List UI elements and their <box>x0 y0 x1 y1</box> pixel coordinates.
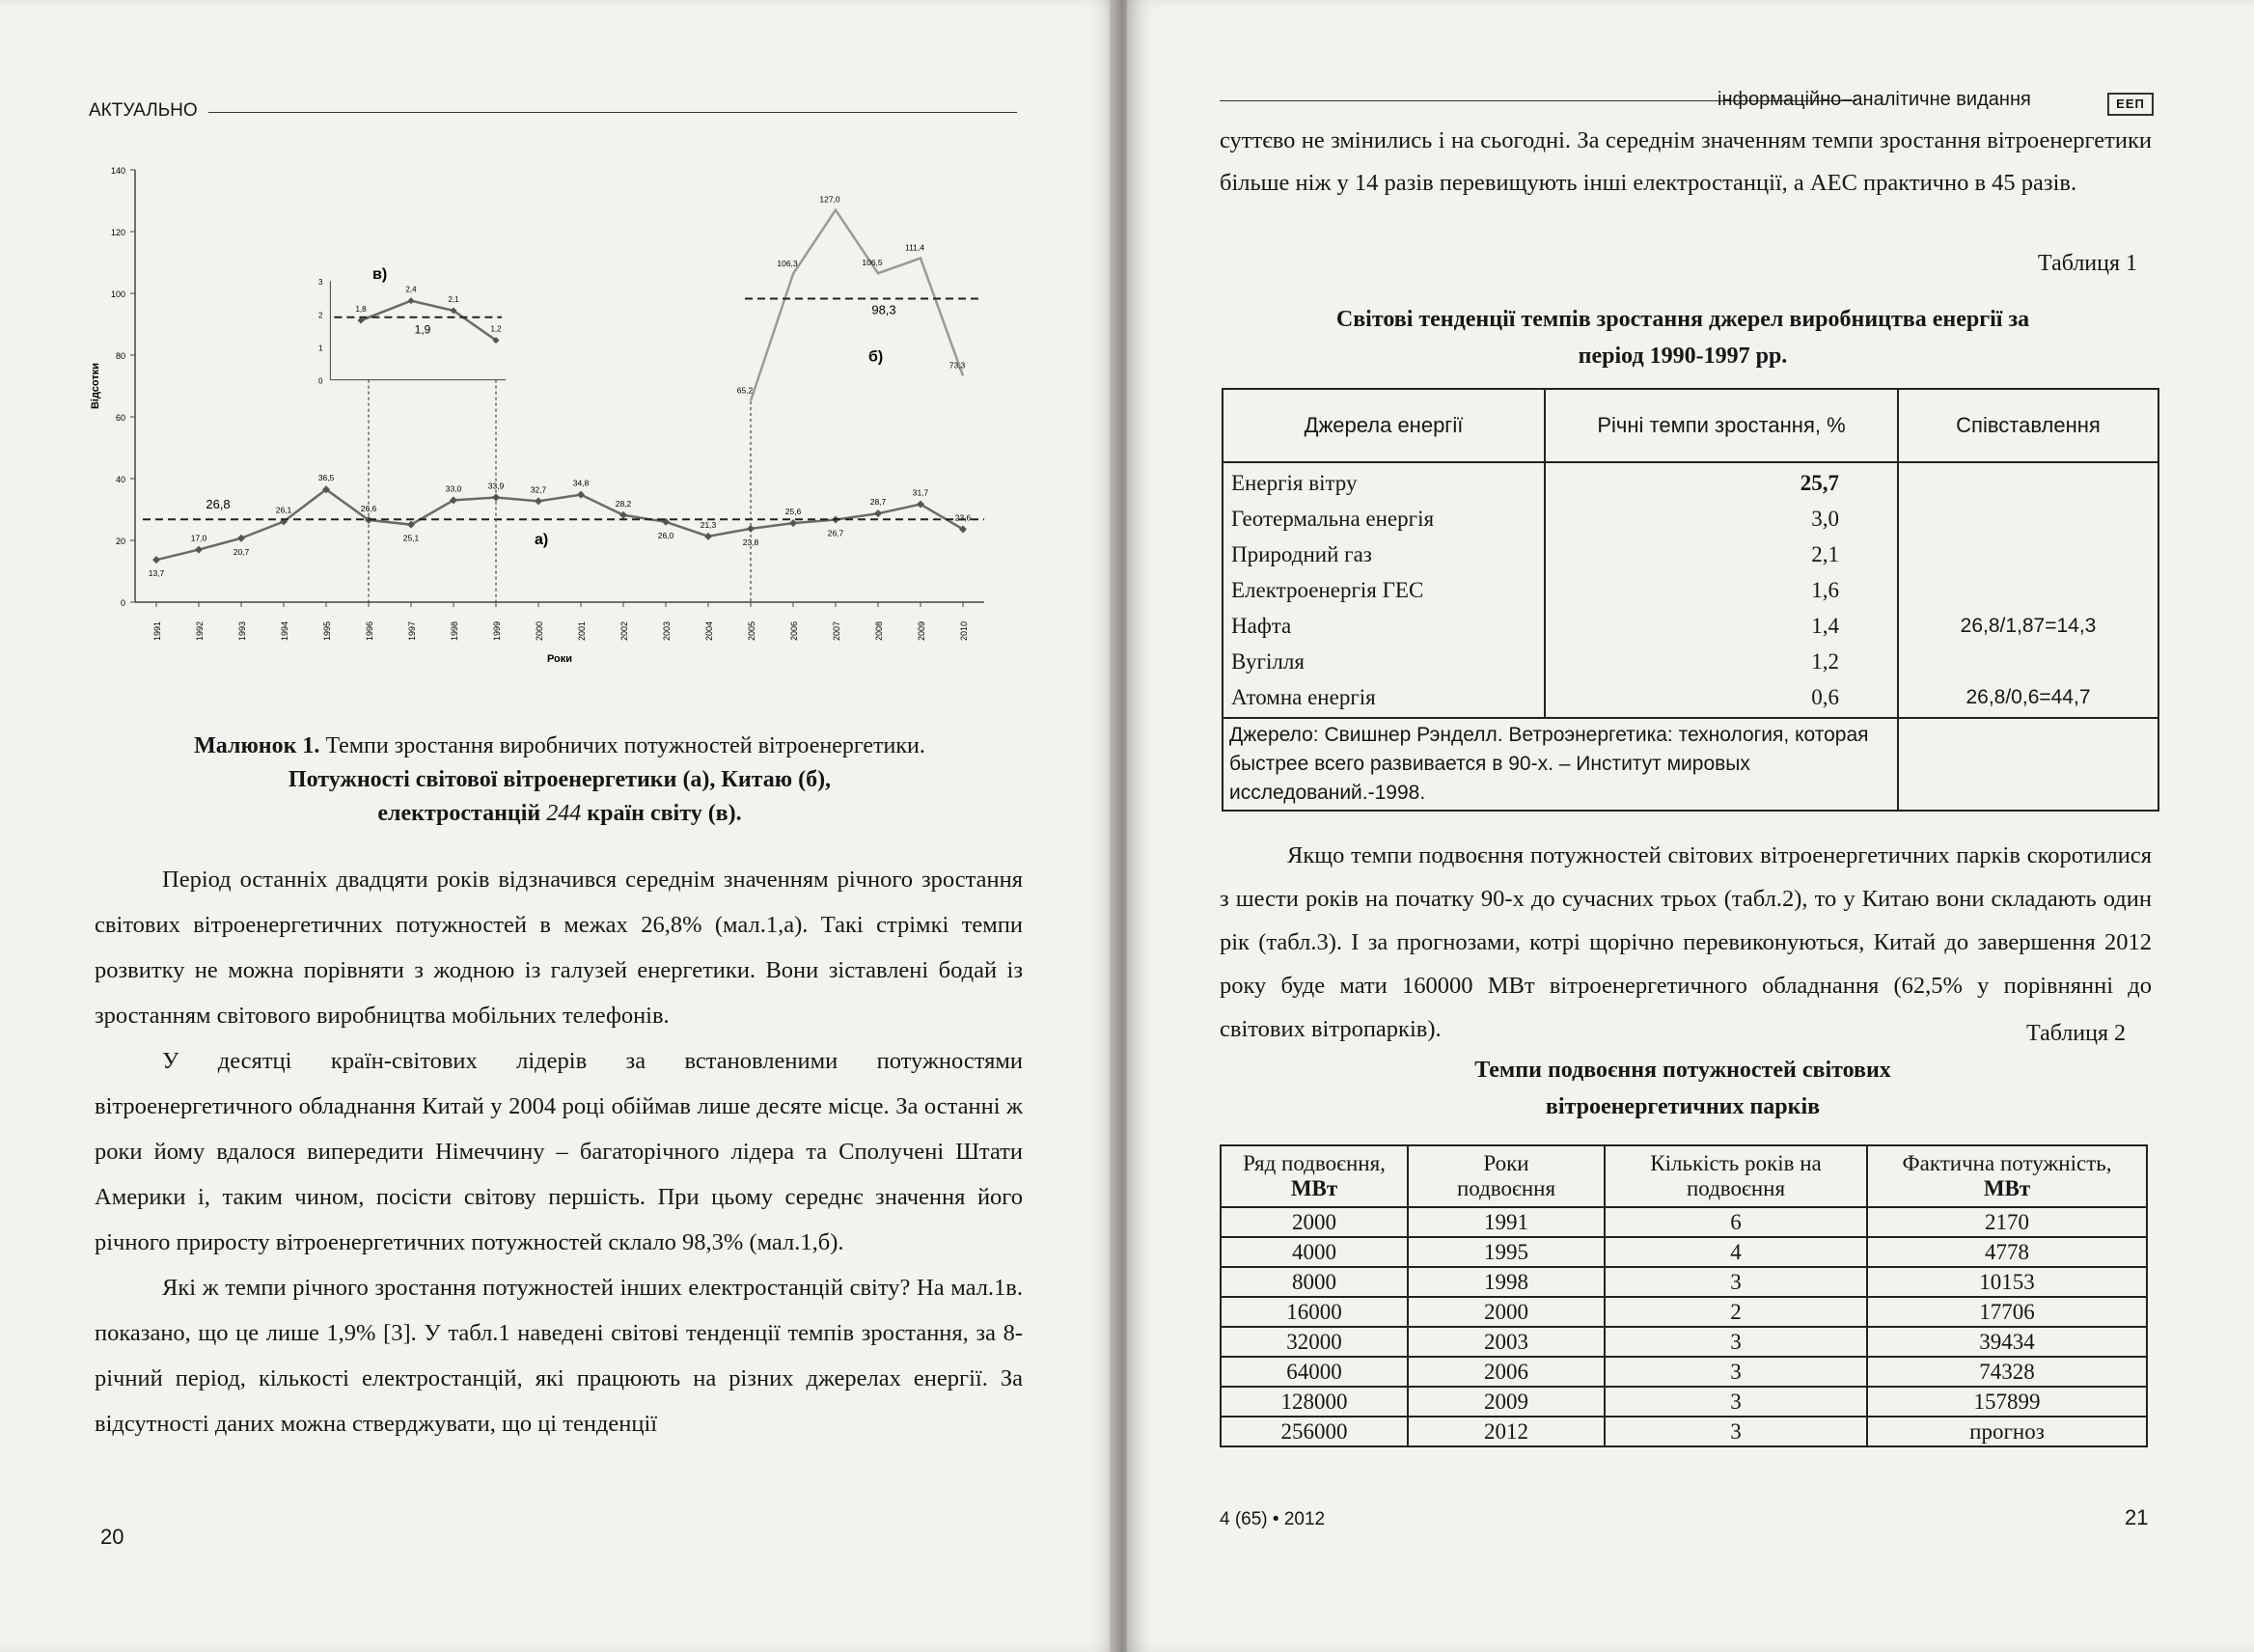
series-c-mean-label: 1,9 <box>414 322 431 337</box>
x-tick-label: 1998 <box>450 620 459 641</box>
caption-line2: Потужності світової вітроенергетики (а), Китаю (б), <box>288 767 832 792</box>
table-cell: Природний газ <box>1231 542 1372 566</box>
series-a-data-label: 31,7 <box>912 487 929 498</box>
table-cell: 25,7 <box>1800 471 1839 495</box>
series-a-data-label: 13,7 <box>148 568 165 579</box>
series-c-point <box>408 297 415 304</box>
table-row <box>1221 1417 2147 1446</box>
table-row <box>1221 1207 2147 1237</box>
table-cell: 6 <box>1605 1207 1867 1237</box>
series-c-tick-label: 0 <box>317 376 323 386</box>
paragraph: Якщо темпи подвоєння потужностей світових вітроенергетичних парків скоротилися з шести років на початку 90-х до сучасних трьох (табл.2), то у Китаю вони складають один рік (табл.3). І за прогнозами, котрі щорічно перевиконуються, Китай до завершення 2012 року буде мати 160000 МВт вітроенергетичного обладнання (62,5% у порівнянні до світових вітропарків). <box>1220 842 2152 1042</box>
x-tick-label: 2009 <box>917 620 926 641</box>
series-a-point <box>874 509 882 517</box>
table-cell: 3 <box>1605 1417 1867 1446</box>
table1-label: Таблиця 1 <box>2038 251 2138 276</box>
left-body <box>95 857 1023 1446</box>
paragraph: У десятці країн-світових лідерів за встановленими потужностями вітроенергетичного обладнання Китай у 2004 році обіймав лише десяте місце. За останні ж роки йому вдалося випередити Німеччину – багаторічного лідера та Сполучені Штати Америки і, таким чином, посісти світову першість. При цьому середнє значення його річного приросту вітроенергетичних потужностей склало 98,3% (мал.1,б). <box>95 1048 1023 1255</box>
x-tick-label: 1992 <box>195 620 205 641</box>
table-row <box>1221 1357 2147 1387</box>
x-tick-label: 1994 <box>280 620 289 641</box>
table-cell: 0,6 <box>1811 685 1839 709</box>
series-b-data-label: 106,5 <box>862 258 883 268</box>
series-a-point <box>152 556 160 564</box>
series-a-data-label: 36,5 <box>317 473 335 483</box>
x-tick-label: 2000 <box>535 620 544 641</box>
series-c-data-label: 1,8 <box>355 305 367 315</box>
table-cell: 4 <box>1605 1237 1867 1267</box>
table-cell: прогноз <box>1867 1417 2147 1446</box>
x-tick-label: 2004 <box>704 620 714 641</box>
right-page <box>1127 0 2254 1652</box>
table-cell: 2000 <box>1408 1297 1605 1327</box>
caption-line3-italic: 244 <box>546 801 582 826</box>
series-a-data-label: 23,8 <box>742 537 759 547</box>
table2-title-line: Темпи подвоєння потужностей світових <box>1474 1058 1891 1083</box>
y-tick-label: 60 <box>115 413 125 423</box>
series-a-line <box>156 489 963 560</box>
series-a-point <box>195 546 203 554</box>
table-cell: 1995 <box>1408 1237 1605 1267</box>
table2-header: Роки подвоєння <box>1408 1145 1605 1207</box>
publisher-logo: ЕЕП <box>2107 93 2154 116</box>
x-tick-label: 1997 <box>407 620 417 641</box>
y-tick-label: 100 <box>110 289 125 299</box>
table-row <box>1221 1297 2147 1327</box>
series-a-name: а) <box>535 532 549 548</box>
caption-line3a: електростанцій <box>377 801 547 826</box>
caption-number: Малюнок 1. <box>194 733 320 758</box>
table-cell: 3 <box>1605 1267 1867 1297</box>
series-a-data-label: 33,0 <box>445 483 462 494</box>
table-row <box>1221 1387 2147 1417</box>
series-b-mean-label: 98,3 <box>871 302 896 317</box>
table2-title <box>1316 1052 2049 1125</box>
table1-header: Джерела енергії <box>1223 389 1545 462</box>
x-tick-label: 2001 <box>577 620 587 641</box>
table-cell: 1,4 <box>1811 614 1839 638</box>
table2-header: Фактична потужність, МВт <box>1867 1145 2147 1207</box>
y-tick-label: 40 <box>115 475 125 484</box>
x-tick-label: 1996 <box>365 620 374 641</box>
series-b-data-label: 73,3 <box>948 360 966 371</box>
table-cell: 128000 <box>1221 1387 1408 1417</box>
series-a-data-label: 32,7 <box>530 484 547 495</box>
x-tick-label: 2008 <box>874 620 884 641</box>
series-a-point <box>704 533 712 540</box>
series-a-point <box>619 511 627 519</box>
table-cell: 2,1 <box>1811 542 1839 566</box>
y-axis-label: Відсотки <box>90 362 101 410</box>
series-a-data-label: 21,3 <box>700 519 717 530</box>
series-a-point <box>535 497 542 505</box>
y-tick-label: 120 <box>110 228 125 237</box>
table-cell: 1991 <box>1408 1207 1605 1237</box>
table2 <box>1220 1144 2148 1447</box>
series-a-data-label: 26,1 <box>275 505 292 515</box>
table-cell: 32000 <box>1221 1327 1408 1357</box>
table-cell: Вугілля <box>1231 649 1305 674</box>
table-cell: 256000 <box>1221 1417 1408 1446</box>
caption-line3b: країн світу (в). <box>581 801 742 826</box>
table-cell: 26,8/0,6=44,7 <box>1965 686 2091 708</box>
table-cell: 3 <box>1605 1327 1867 1357</box>
x-tick-label: 1999 <box>492 620 502 641</box>
series-a-data-label: 23,6 <box>954 512 972 523</box>
table1-header: Річні темпи зростання, % <box>1545 389 1898 462</box>
table2-label: Таблиця 2 <box>2026 1021 2127 1046</box>
x-tick-label: 1995 <box>322 620 332 641</box>
series-b-data-label: 65,2 <box>736 385 754 396</box>
table-cell: 1,2 <box>1811 649 1839 674</box>
series-a-data-label: 34,8 <box>572 478 590 488</box>
caption-line1: Темпи зростання виробничих потужностей вітроенергетики. <box>319 733 925 758</box>
x-tick-label: 2005 <box>747 620 756 641</box>
paragraph: Період останніх двадцяти років відзначився середнім значенням річного зростання світових вітроенергетичних потужностей в межах 26,8% (мал.1,а). Такі стрімкі темпи розвитку не можна порівняти з жодною із галузей енергетики. Вони зіставлені бодай із зростанням світового виробництва мобільних телефонів. <box>95 867 1023 1029</box>
series-a-data-label: 17,0 <box>190 533 207 543</box>
series-a-data-label: 26,7 <box>827 528 844 538</box>
series-c-tick-label: 3 <box>317 278 323 288</box>
x-tick-label: 2010 <box>959 620 969 641</box>
table2-title-line: вітроенергетичних парків <box>1545 1094 1821 1119</box>
table1 <box>1222 388 2159 812</box>
series-a-mean-label: 26,8 <box>206 497 231 512</box>
series-c-name: в) <box>372 266 388 284</box>
table-cell: 2003 <box>1408 1327 1605 1357</box>
table-cell: 157899 <box>1867 1387 2147 1417</box>
page-number: 20 <box>100 1525 124 1549</box>
table-cell: 8000 <box>1221 1267 1408 1297</box>
series-a-data-label: 26,0 <box>657 530 674 540</box>
series-a-data-label: 28,7 <box>869 497 887 508</box>
table-cell: Нафта <box>1231 614 1292 638</box>
x-tick-label: 1991 <box>152 620 162 641</box>
y-tick-label: 0 <box>120 598 125 608</box>
table-cell: 3 <box>1605 1357 1867 1387</box>
table-cell: 3,0 <box>1811 507 1839 531</box>
table1-header: Співставлення <box>1898 389 2158 462</box>
series-c-tick-label: 2 <box>317 311 323 320</box>
x-axis-label: Роки <box>546 653 573 665</box>
series-a-point <box>237 535 245 542</box>
table1-source: Джерело: Свишнер Рэнделл. Ветроэнергетика: технология, которая быстрее всего развивается в 90-х. – Институт мировых исследований.-1998. <box>1223 718 1898 811</box>
table-cell: 17706 <box>1867 1297 2147 1327</box>
y-tick-label: 20 <box>115 537 125 546</box>
publication-header: інформаційно–аналітичне видання <box>1718 89 2031 110</box>
table-cell: 2006 <box>1408 1357 1605 1387</box>
table2-header: Кількість років на подвоєння <box>1605 1145 1867 1207</box>
x-tick-label: 2007 <box>832 620 841 641</box>
table2-header: Ряд подвоєння, МВт <box>1221 1145 1408 1207</box>
table-cell: Електроенергія ГЕС <box>1231 578 1424 602</box>
y-tick-label: 80 <box>115 351 125 361</box>
table-cell: Геотермальна енергія <box>1231 507 1435 531</box>
table-cell: 1998 <box>1408 1267 1605 1297</box>
series-a-data-label: 25,6 <box>784 507 802 517</box>
series-a-data-label: 25,1 <box>402 533 420 543</box>
series-b-line <box>751 210 963 401</box>
table-cell: 2012 <box>1408 1417 1605 1446</box>
header-rule <box>208 112 1017 113</box>
table1-comparisons <box>1898 462 2158 718</box>
table-row <box>1221 1237 2147 1267</box>
table-cell: 39434 <box>1867 1327 2147 1357</box>
table-cell: 16000 <box>1221 1297 1408 1327</box>
table-cell: 74328 <box>1867 1357 2147 1387</box>
table1-title: Світові тенденції темпів зростання джерел виробництва енергії за період 1990-1997 рр. <box>1335 307 2030 369</box>
series-a-data-label: 28,2 <box>615 498 632 509</box>
series-c-tick-label: 1 <box>317 344 323 353</box>
table1-sources <box>1223 462 1545 718</box>
series-c-data-label: 2,4 <box>405 285 417 294</box>
series-a-point <box>577 491 585 499</box>
page-number: 21 <box>2125 1505 2149 1529</box>
right-intro <box>1220 120 2152 205</box>
table1-rates <box>1545 462 1898 718</box>
table-cell: 2170 <box>1867 1207 2147 1237</box>
series-b-name: б) <box>868 348 884 366</box>
paragraph: суттєво не змінились і на сьогодні. За середнім значенням темпи зростання вітроенергетики більше ніж у 14 разів перевищують інші електростанції, а АЕС практично в 45 разів. <box>1220 127 2152 196</box>
table-cell: Атомна енергія <box>1231 685 1376 709</box>
series-c-data-label: 1,2 <box>490 324 502 334</box>
series-c-data-label: 2,1 <box>448 294 459 304</box>
issue-number: 4 (65) • 2012 <box>1220 1509 1326 1529</box>
series-a-data-label: 33,9 <box>487 481 505 491</box>
table-cell: 3 <box>1605 1387 1867 1417</box>
paragraph: Які ж темпи річного зростання потужностей інших електростанцій світу? На мал.1в. показано, що це лише 1,9% [3]. У табл.1 наведені світові тенденції темпів зростання, за 8-річний період, кількості електростанцій, які працюють на різних джерелах енергії. За відсутності даних можна стверджувати, що ці тенденції <box>95 1275 1023 1437</box>
x-tick-label: 2006 <box>789 620 799 641</box>
y-tick-label: 140 <box>110 166 125 176</box>
table-row <box>1221 1327 2147 1357</box>
series-a-data-label: 20,7 <box>233 546 250 557</box>
growth-chart <box>77 154 1110 733</box>
series-b-data-label: 127,0 <box>819 194 840 205</box>
right-middle <box>1220 834 2152 1051</box>
table-cell: 2009 <box>1408 1387 1605 1417</box>
x-tick-label: 1993 <box>237 620 247 641</box>
x-tick-label: 2002 <box>619 620 629 641</box>
table-cell: 4778 <box>1867 1237 2147 1267</box>
series-b-data-label: 106,3 <box>777 258 798 268</box>
table-cell: 2000 <box>1221 1207 1408 1237</box>
table-cell: 26,8/1,87=14,3 <box>1960 615 2097 637</box>
table-cell: 10153 <box>1867 1267 2147 1297</box>
table-row <box>1221 1267 2147 1297</box>
table-cell: Енергія вітру <box>1231 471 1358 495</box>
table-cell: 4000 <box>1221 1237 1408 1267</box>
series-a-point <box>789 519 797 527</box>
table-cell: 1,6 <box>1811 578 1839 602</box>
table-cell: 64000 <box>1221 1357 1408 1387</box>
x-tick-label: 2003 <box>662 620 672 641</box>
table-cell: 2 <box>1605 1297 1867 1327</box>
figure-caption <box>96 730 1023 831</box>
section-header: АКТУАЛЬНО <box>89 100 198 121</box>
series-a-data-label: 26,6 <box>360 503 377 513</box>
left-page <box>0 0 1117 1652</box>
series-b-data-label: 111,4 <box>904 242 925 253</box>
